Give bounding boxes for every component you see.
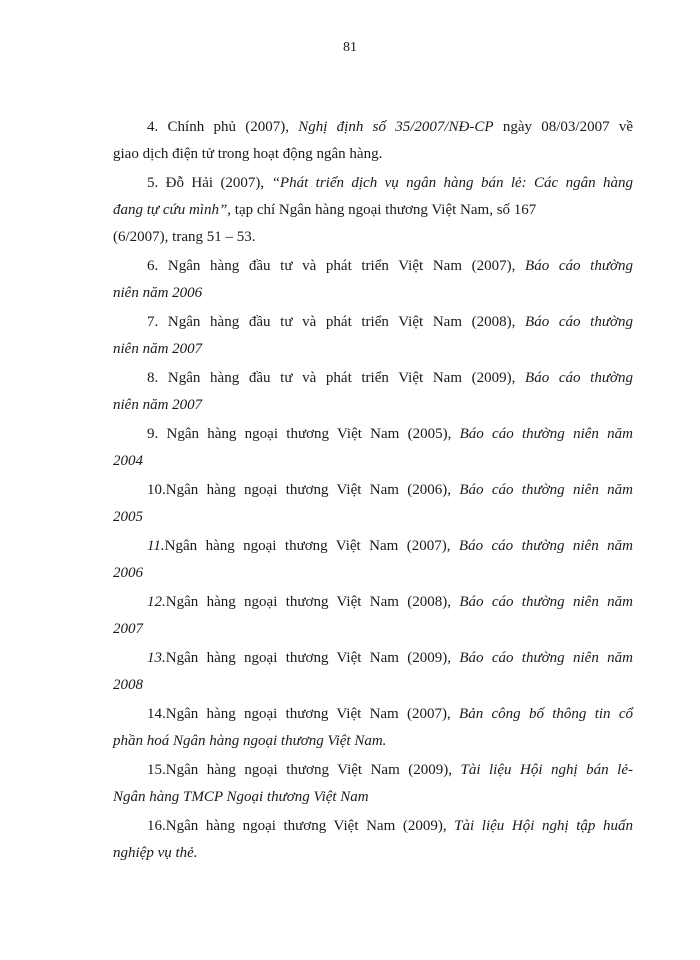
reference-continuation: giao dịch điện tử trong hoạt động ngân hàng. — [113, 146, 383, 162]
reference-item — [113, 757, 633, 811]
reference-number: 7. — [147, 314, 159, 330]
reference-item — [113, 701, 633, 755]
reference-title: Bản công bố thông tin cổ — [459, 706, 633, 722]
reference-title-continuation: 2004 — [113, 453, 143, 469]
reference-detail: ngày 08/03/2007 về — [493, 119, 633, 135]
reference-number: 16. — [147, 818, 166, 834]
reference-title: Báo cáo thường — [525, 370, 634, 386]
reference-title: Báo cáo thường niên năm — [459, 594, 633, 610]
reference-title-continuation: 2005 — [113, 509, 143, 525]
reference-title: Báo cáo thường — [525, 258, 634, 274]
reference-item — [113, 309, 633, 363]
reference-item — [113, 589, 633, 643]
reference-title-continuation: niên năm 2006 — [113, 285, 203, 301]
reference-item — [113, 114, 633, 168]
reference-author: Ngân hàng ngoại thương Việt Nam (2008), — [165, 594, 460, 610]
reference-title-continuation: 2006 — [113, 565, 143, 581]
reference-number: 11. — [147, 538, 165, 554]
reference-title: Báo cáo thường niên năm — [459, 426, 633, 442]
reference-item — [113, 421, 633, 475]
reference-number: 12. — [147, 594, 166, 610]
reference-title: Tài liệu Hội nghị bán lẻ- — [460, 762, 633, 778]
reference-number: 14. — [147, 706, 166, 722]
reference-author: Ngân hàng ngoại thương Việt Nam (2007), — [165, 706, 460, 722]
reference-title: Báo cáo thường niên năm — [458, 538, 633, 554]
reference-title-continuation: đang tự cứu mình” — [113, 202, 228, 218]
reference-number: 4. — [147, 119, 159, 135]
reference-number: 10. — [147, 482, 166, 498]
reference-author: Ngân hàng ngoại thương Việt Nam (2009), — [165, 650, 460, 666]
reference-author: Ngân hàng đầu tư và phát triển Việt Nam (2007), — [167, 258, 526, 274]
reference-title-continuation: phần hoá Ngân hàng ngoại thương Việt Nam. — [113, 733, 387, 749]
reference-author: Ngân hàng ngoại thương Việt Nam (2006), — [165, 482, 460, 498]
reference-detail: , tạp chí Ngân hàng ngoại thương Việt Nam, số 167 — [227, 202, 537, 218]
reference-author: Ngân hàng ngoại thương Việt Nam (2005), — [166, 426, 460, 442]
reference-title-continuation: 2008 — [113, 677, 143, 693]
reference-item — [113, 533, 633, 587]
reference-item — [113, 645, 633, 699]
reference-title: Tài liệu Hội nghị tập huấn — [454, 818, 633, 834]
reference-item — [113, 365, 633, 419]
reference-title-continuation: Ngân hàng TMCP Ngoại thương Việt Nam — [113, 789, 369, 805]
reference-title: Báo cáo thường niên năm — [459, 482, 633, 498]
reference-title-continuation: niên năm 2007 — [113, 397, 203, 413]
page-number: 81 — [343, 40, 357, 55]
reference-title: Báo cáo thường niên năm — [459, 650, 633, 666]
reference-title: Báo cáo thường — [525, 314, 634, 330]
reference-author: Đỗ Hải (2007), — [165, 175, 272, 191]
reference-title: Nghị định số 35/2007/NĐ-CP — [298, 119, 494, 135]
reference-list — [113, 114, 633, 869]
reference-number: 8. — [147, 370, 159, 386]
reference-author: Ngân hàng ngoại thương Việt Nam (2009), — [165, 818, 455, 834]
reference-title: “Phát triển dịch vụ ngân hàng bán lẻ: Các ngân hàng — [271, 175, 634, 191]
reference-item — [113, 170, 633, 251]
reference-author: Ngân hàng ngoại thương Việt Nam (2007), — [164, 538, 459, 554]
reference-title-continuation: nghiệp vụ thẻ. — [113, 845, 198, 861]
reference-author: Ngân hàng đầu tư và phát triển Việt Nam (2008), — [167, 314, 526, 330]
reference-item — [113, 477, 633, 531]
reference-number: 6. — [147, 258, 159, 274]
reference-title-continuation: 2007 — [113, 621, 143, 637]
reference-item — [113, 253, 633, 307]
reference-number: 15. — [147, 762, 166, 778]
reference-pages: (6/2007), trang 51 – 53. — [113, 229, 256, 245]
reference-author: Ngân hàng ngoại thương Việt Nam (2009), — [165, 762, 461, 778]
reference-item — [113, 813, 633, 867]
reference-title-continuation: niên năm 2007 — [113, 341, 203, 357]
reference-author: Ngân hàng đầu tư và phát triển Việt Nam (2009), — [167, 370, 526, 386]
reference-number: 5. — [147, 175, 159, 191]
reference-number: 9. — [147, 426, 159, 442]
reference-author: Chính phủ (2007), — [167, 119, 299, 135]
reference-number: 13. — [147, 650, 166, 666]
